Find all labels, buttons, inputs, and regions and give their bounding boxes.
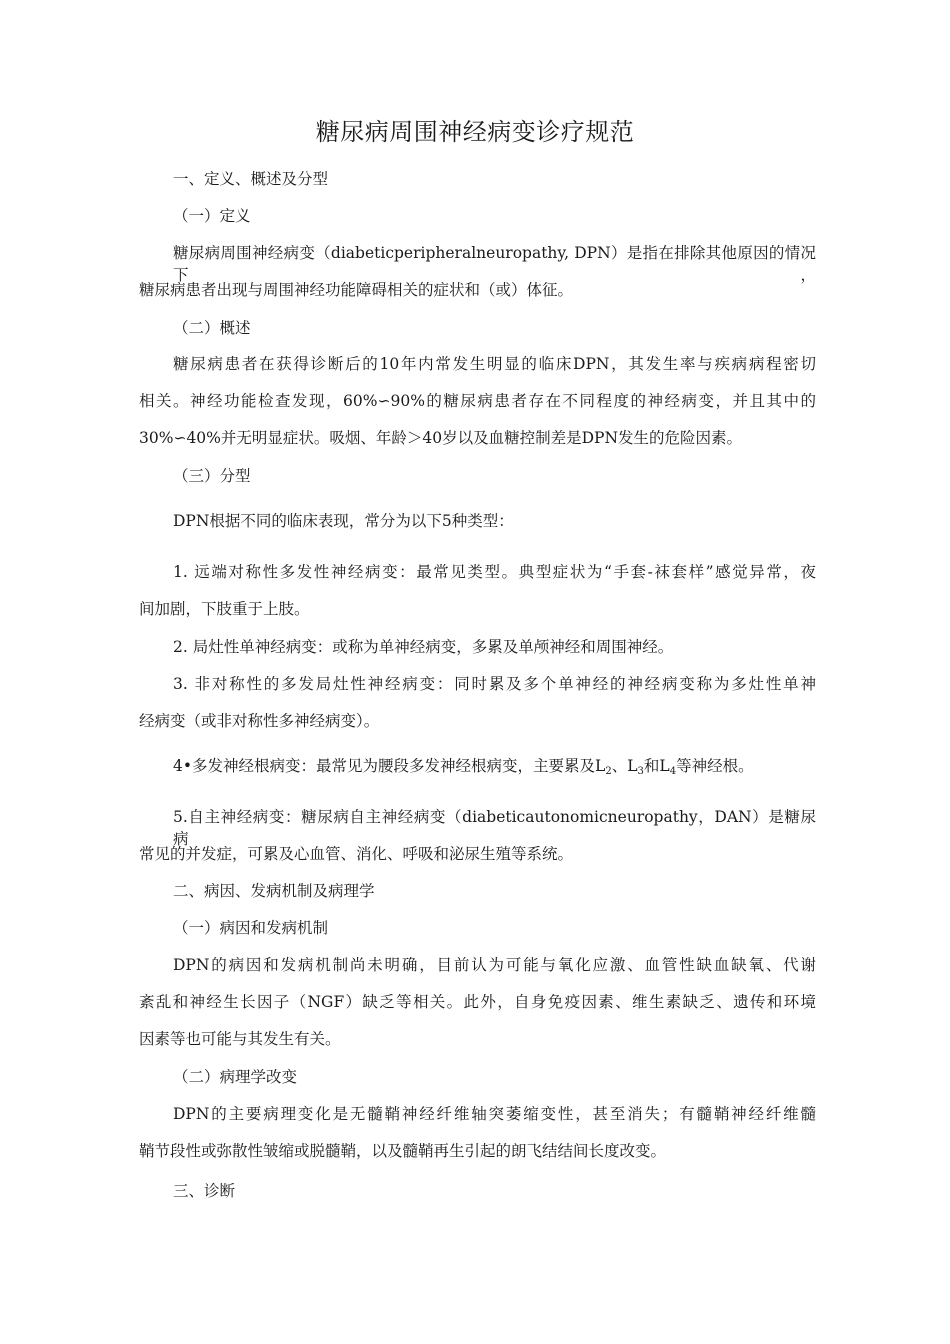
separator: 、 xyxy=(611,757,628,775)
conjunction: 和 xyxy=(643,757,660,775)
list-item-type-5: 5.自主神经病变：糖尿病自主神经病变（diabeticautonomicneuropathy，DAN）是糖尿病 xyxy=(173,808,816,848)
subheading-pathology: （二）病理学改变 xyxy=(173,1068,298,1086)
type-4-suffix: 等神经根。 xyxy=(676,757,754,775)
subheading-overview: （二）概述 xyxy=(173,319,251,337)
subscript-4: 4 xyxy=(669,766,677,777)
subscript-2: 2 xyxy=(605,766,612,777)
paragraph-line: 30%∽40%并无明显症状。吸烟、年龄＞40岁以及血糖控制差是DPN发生的危险因素。 xyxy=(139,429,743,447)
list-item-type-3-continued: 经病变（或非对称性多神经病变）。 xyxy=(139,712,380,730)
paragraph-line: DPN的主要病理变化是无髓鞘神经纤维轴突萎缩变性，甚至消失；有髓鞘神经纤维髓 xyxy=(173,1105,816,1123)
paragraph-line: 糖尿病周围神经病变（diabeticperipheralneuropathy, DPN）是指在排除其他原因的情况下， xyxy=(173,244,816,284)
paragraph-line: 相关。神经功能检查发现，60%∽90%的糖尿病患者存在不同程度的神经病变，并且其中的 xyxy=(139,392,816,410)
paragraph-line: 糖尿病患者出现与周围神经功能障碍相关的症状和（或）体征。 xyxy=(139,281,574,299)
type-4-text: 4•多发神经根病变：最常见为腰段多发神经根病变，主要累及 xyxy=(173,757,596,775)
list-item-type-1-continued: 间加剧，下肢重于上肢。 xyxy=(139,600,310,618)
paragraph-line: DPN根据不同的临床表现，常分为以下5种类型： xyxy=(173,512,514,530)
paragraph-line: 紊乱和神经生长因子（NGF）缺乏等相关。此外，自身免疫因素、维生素缺乏、遗传和环境 xyxy=(139,993,816,1011)
section-heading-1: 一、定义、概述及分型 xyxy=(173,170,329,188)
paragraph-line: DPN的病因和发病机制尚未明确，目前认为可能与氧化应激、血管性缺血缺氧、代谢 xyxy=(173,956,816,974)
list-item-type-2: 2. 局灶性单神经病变：或称为单神经病变，多累及单颅神经和周围神经。 xyxy=(173,638,674,656)
list-item-type-1: 1. 远端对称性多发性神经病变：最常见类型。典型症状为“手套-袜套样”感觉异常，夜 xyxy=(173,563,816,581)
nerve-root-l4: L xyxy=(659,757,670,775)
section-heading-2: 二、病因、发病机制及病理学 xyxy=(173,882,375,900)
section-heading-3: 三、诊断 xyxy=(173,1182,236,1200)
list-item-type-5-continued: 常见的并发症，可累及心血管、消化、呼吸和泌尿生殖等系统。 xyxy=(139,845,574,863)
subheading-cause: （一）病因和发病机制 xyxy=(173,919,329,937)
subheading-types: （三）分型 xyxy=(173,467,251,485)
paragraph-line: 糖尿病患者在获得诊断后的10年内常发生明显的临床DPN，其发生率与疾病病程密切 xyxy=(173,355,816,373)
list-item-type-4 xyxy=(173,755,754,777)
nerve-root-l3: L xyxy=(627,757,638,775)
paragraph-line: 因素等也可能与其发生有关。 xyxy=(139,1030,341,1048)
subscript-3: 3 xyxy=(637,766,644,777)
document-title: 糖尿病周围神经病变诊疗规范 xyxy=(315,118,635,146)
paragraph-line: 鞘节段性或弥散性皱缩或脱髓鞘，以及髓鞘再生引起的朗飞结结间长度改变。 xyxy=(139,1142,667,1160)
list-item-type-3: 3. 非对称性的多发局灶性神经病变：同时累及多个单神经的神经病变称为多灶性单神 xyxy=(173,675,816,693)
subheading-definition: （一）定义 xyxy=(173,207,251,225)
nerve-root-l2: L xyxy=(595,757,606,775)
